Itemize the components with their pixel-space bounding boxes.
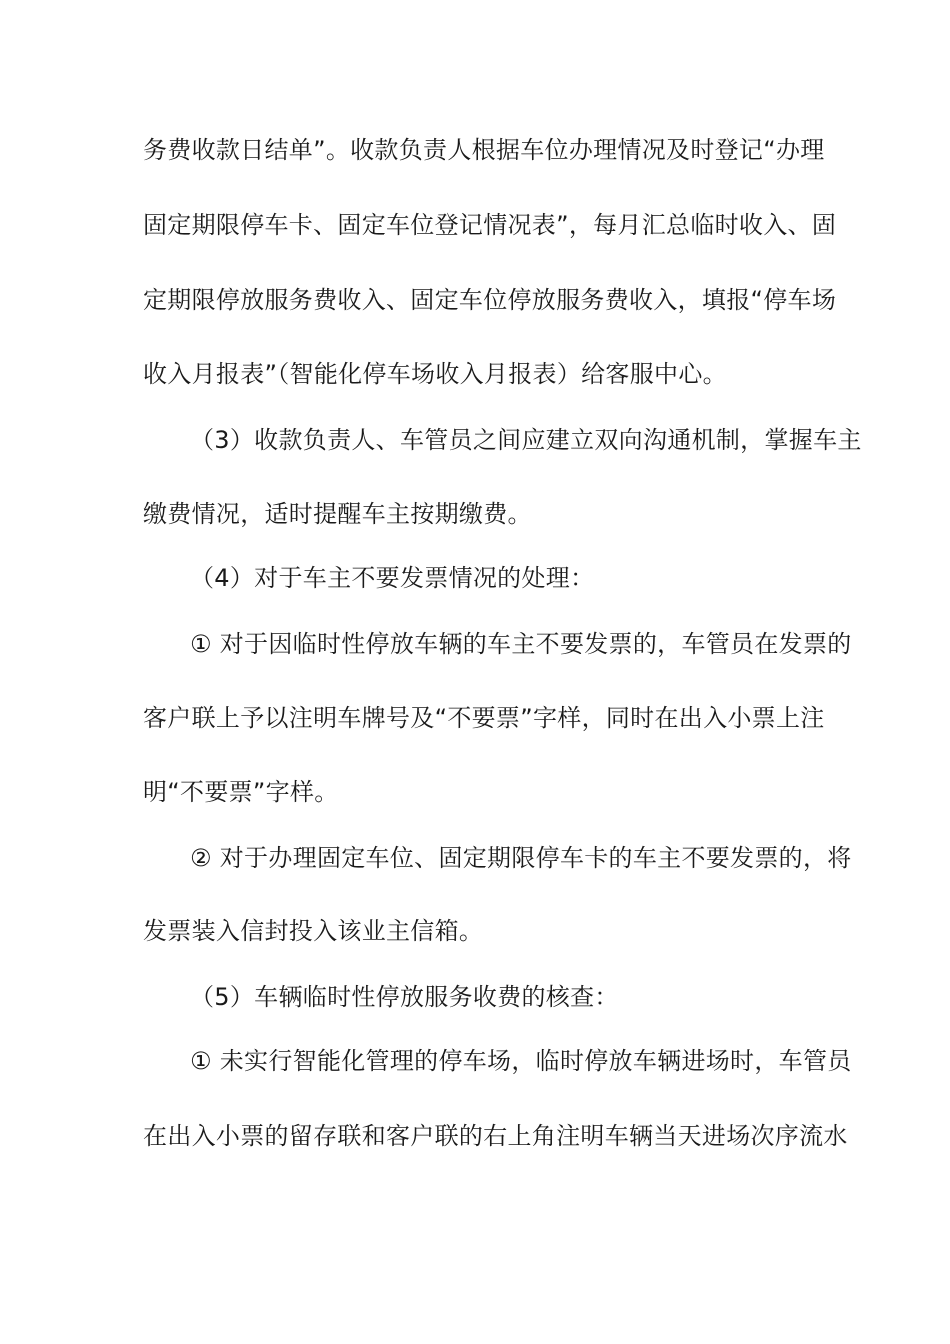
item-1-start: ① 对于因临时性停放车辆的车主不要发票的，车管员在发票的 xyxy=(190,630,852,658)
paragraph-5-heading: （5）车辆临时性停放服务收费的核查： xyxy=(190,983,619,1011)
text-line: 固定期限停车卡、固定车位登记情况表”，每月汇总临时收入、固 xyxy=(143,211,837,239)
text-line: 收入月报表”（智能化停车场收入月报表）给客服中心。 xyxy=(143,360,727,388)
text-line: 定期限停放服务费收入、固定车位停放服务费收入，填报“停车场 xyxy=(143,286,837,314)
paragraph-3-start: （3）收款负责人、车管员之间应建立双向沟通机制，掌握车主 xyxy=(190,426,862,454)
text-line: 发票装入信封投入该业主信箱。 xyxy=(143,917,484,945)
text-line: 缴费情况，适时提醒车主按期缴费。 xyxy=(143,500,532,528)
text-line: 明“不要票”字样。 xyxy=(143,778,339,806)
paragraph-4-heading: （4）对于车主不要发票情况的处理： xyxy=(190,564,595,592)
item-2-start: ② 对于办理固定车位、固定期限停车卡的车主不要发票的，将 xyxy=(190,844,852,872)
text-line: 务费收款日结单”。收款负责人根据车位办理情况及时登记“办理 xyxy=(143,136,825,164)
text-line: 在出入小票的留存联和客户联的右上角注明车辆当天进场次序流水 xyxy=(143,1122,848,1150)
item-1-start: ① 未实行智能化管理的停车场，临时停放车辆进场时，车管员 xyxy=(190,1047,852,1075)
text-line: 客户联上予以注明车牌号及“不要票”字样，同时在出入小票上注 xyxy=(143,704,825,732)
